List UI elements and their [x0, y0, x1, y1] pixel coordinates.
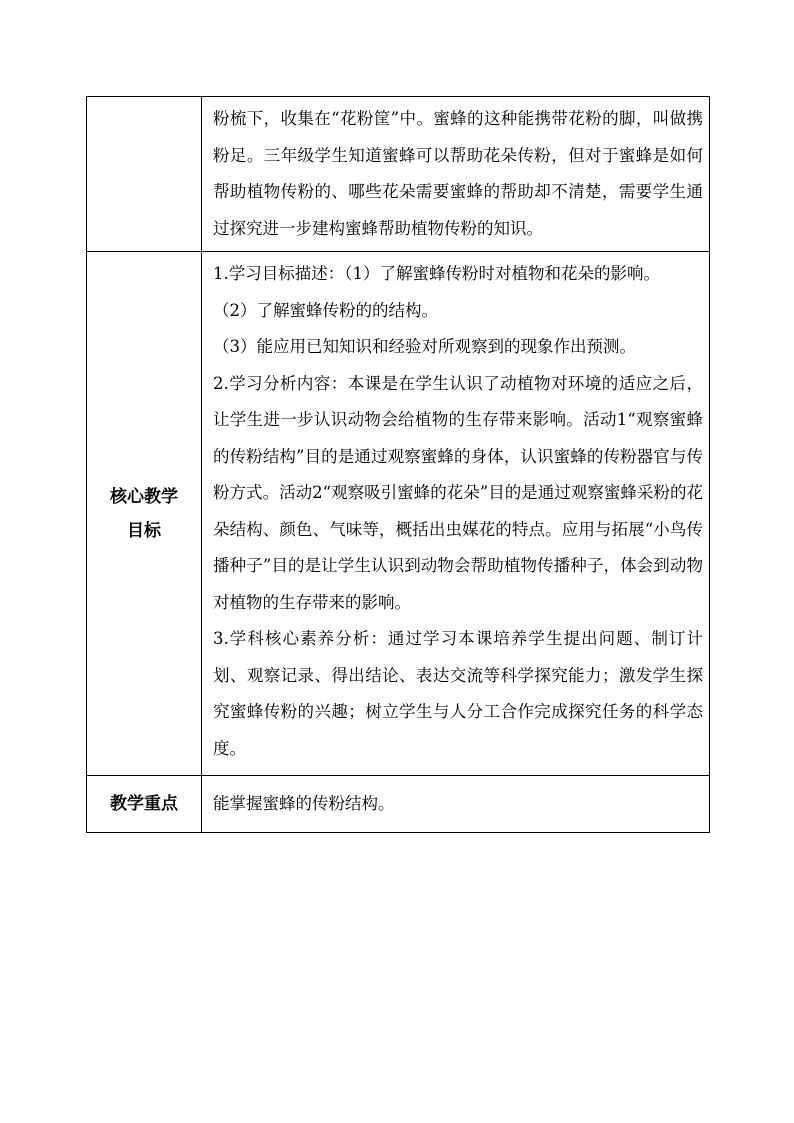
row-content-key-points: 能掌握蜜蜂的传粉结构。 [202, 776, 710, 833]
label-line: 核心教学 [110, 486, 178, 507]
table-row-key-points [87, 776, 710, 833]
paragraph-objective-3: （3）能应用已知知识和经验对所观察到的现象作出预测。 [213, 337, 636, 356]
row-label-empty [87, 97, 202, 252]
row-content-core-objectives [202, 252, 710, 776]
row-content-analysis [202, 97, 710, 252]
row-label-core-objectives [87, 252, 202, 776]
paragraph-content-analysis: 2.学习分析内容：本课是在学生认识了动植物对环境的适应之后，让学生进一步认识动物会给植物的生存带来影响。活动1“观察蜜蜂的传粉结构”目的是通过观察蜜蜂的身体，认识蜜蜂的传粉器官与传粉方式。活动2“观察吸引蜜蜂的花朵”目的是通过观察蜜蜂采粉的花朵结构、颜色、气味等，概括出虫媒花的特点。应用与拓展“小鸟传播种子”目的是让学生认识到动物会帮助植物传播种子，体会到动物对植物的生存带来的影响。 [213, 373, 703, 612]
paragraph: 粉梳下，收集在“花粉筐”中。蜜蜂的这种能携带花粉的脚，叫做携粉足。三年级学生知道蜜蜂可以帮助花朵传粉，但对于蜜蜂是如何帮助植物传粉的、哪些花朵需要蜜蜂的帮助却不清楚，需要学生通过探究进一步建构蜜蜂帮助植物传粉的知识。 [213, 109, 703, 238]
paragraph-objective-1: 1.学习目标描述：（1）了解蜜蜂传粉时对植物和花朵的影响。 [213, 264, 660, 283]
paragraph-objective-2: （2）了解蜜蜂传粉的的结构。 [213, 300, 438, 320]
label-line: 目标 [127, 520, 161, 541]
table-row-core-objectives [87, 252, 710, 776]
paragraph-core-literacy: 3.学科核心素养分析：通过学习本课培养学生提出问题、制订计划、观察记录、得出结论、表达交流等科学探究能力；激发学生探究蜜蜂传粉的兴趣；树立学生与人分工合作完成探究任务的科学态度。 [213, 629, 703, 758]
table-row-analysis-continued [87, 97, 710, 252]
row-label-key-points: 教学重点 [87, 776, 202, 833]
lesson-plan-table [86, 96, 710, 833]
